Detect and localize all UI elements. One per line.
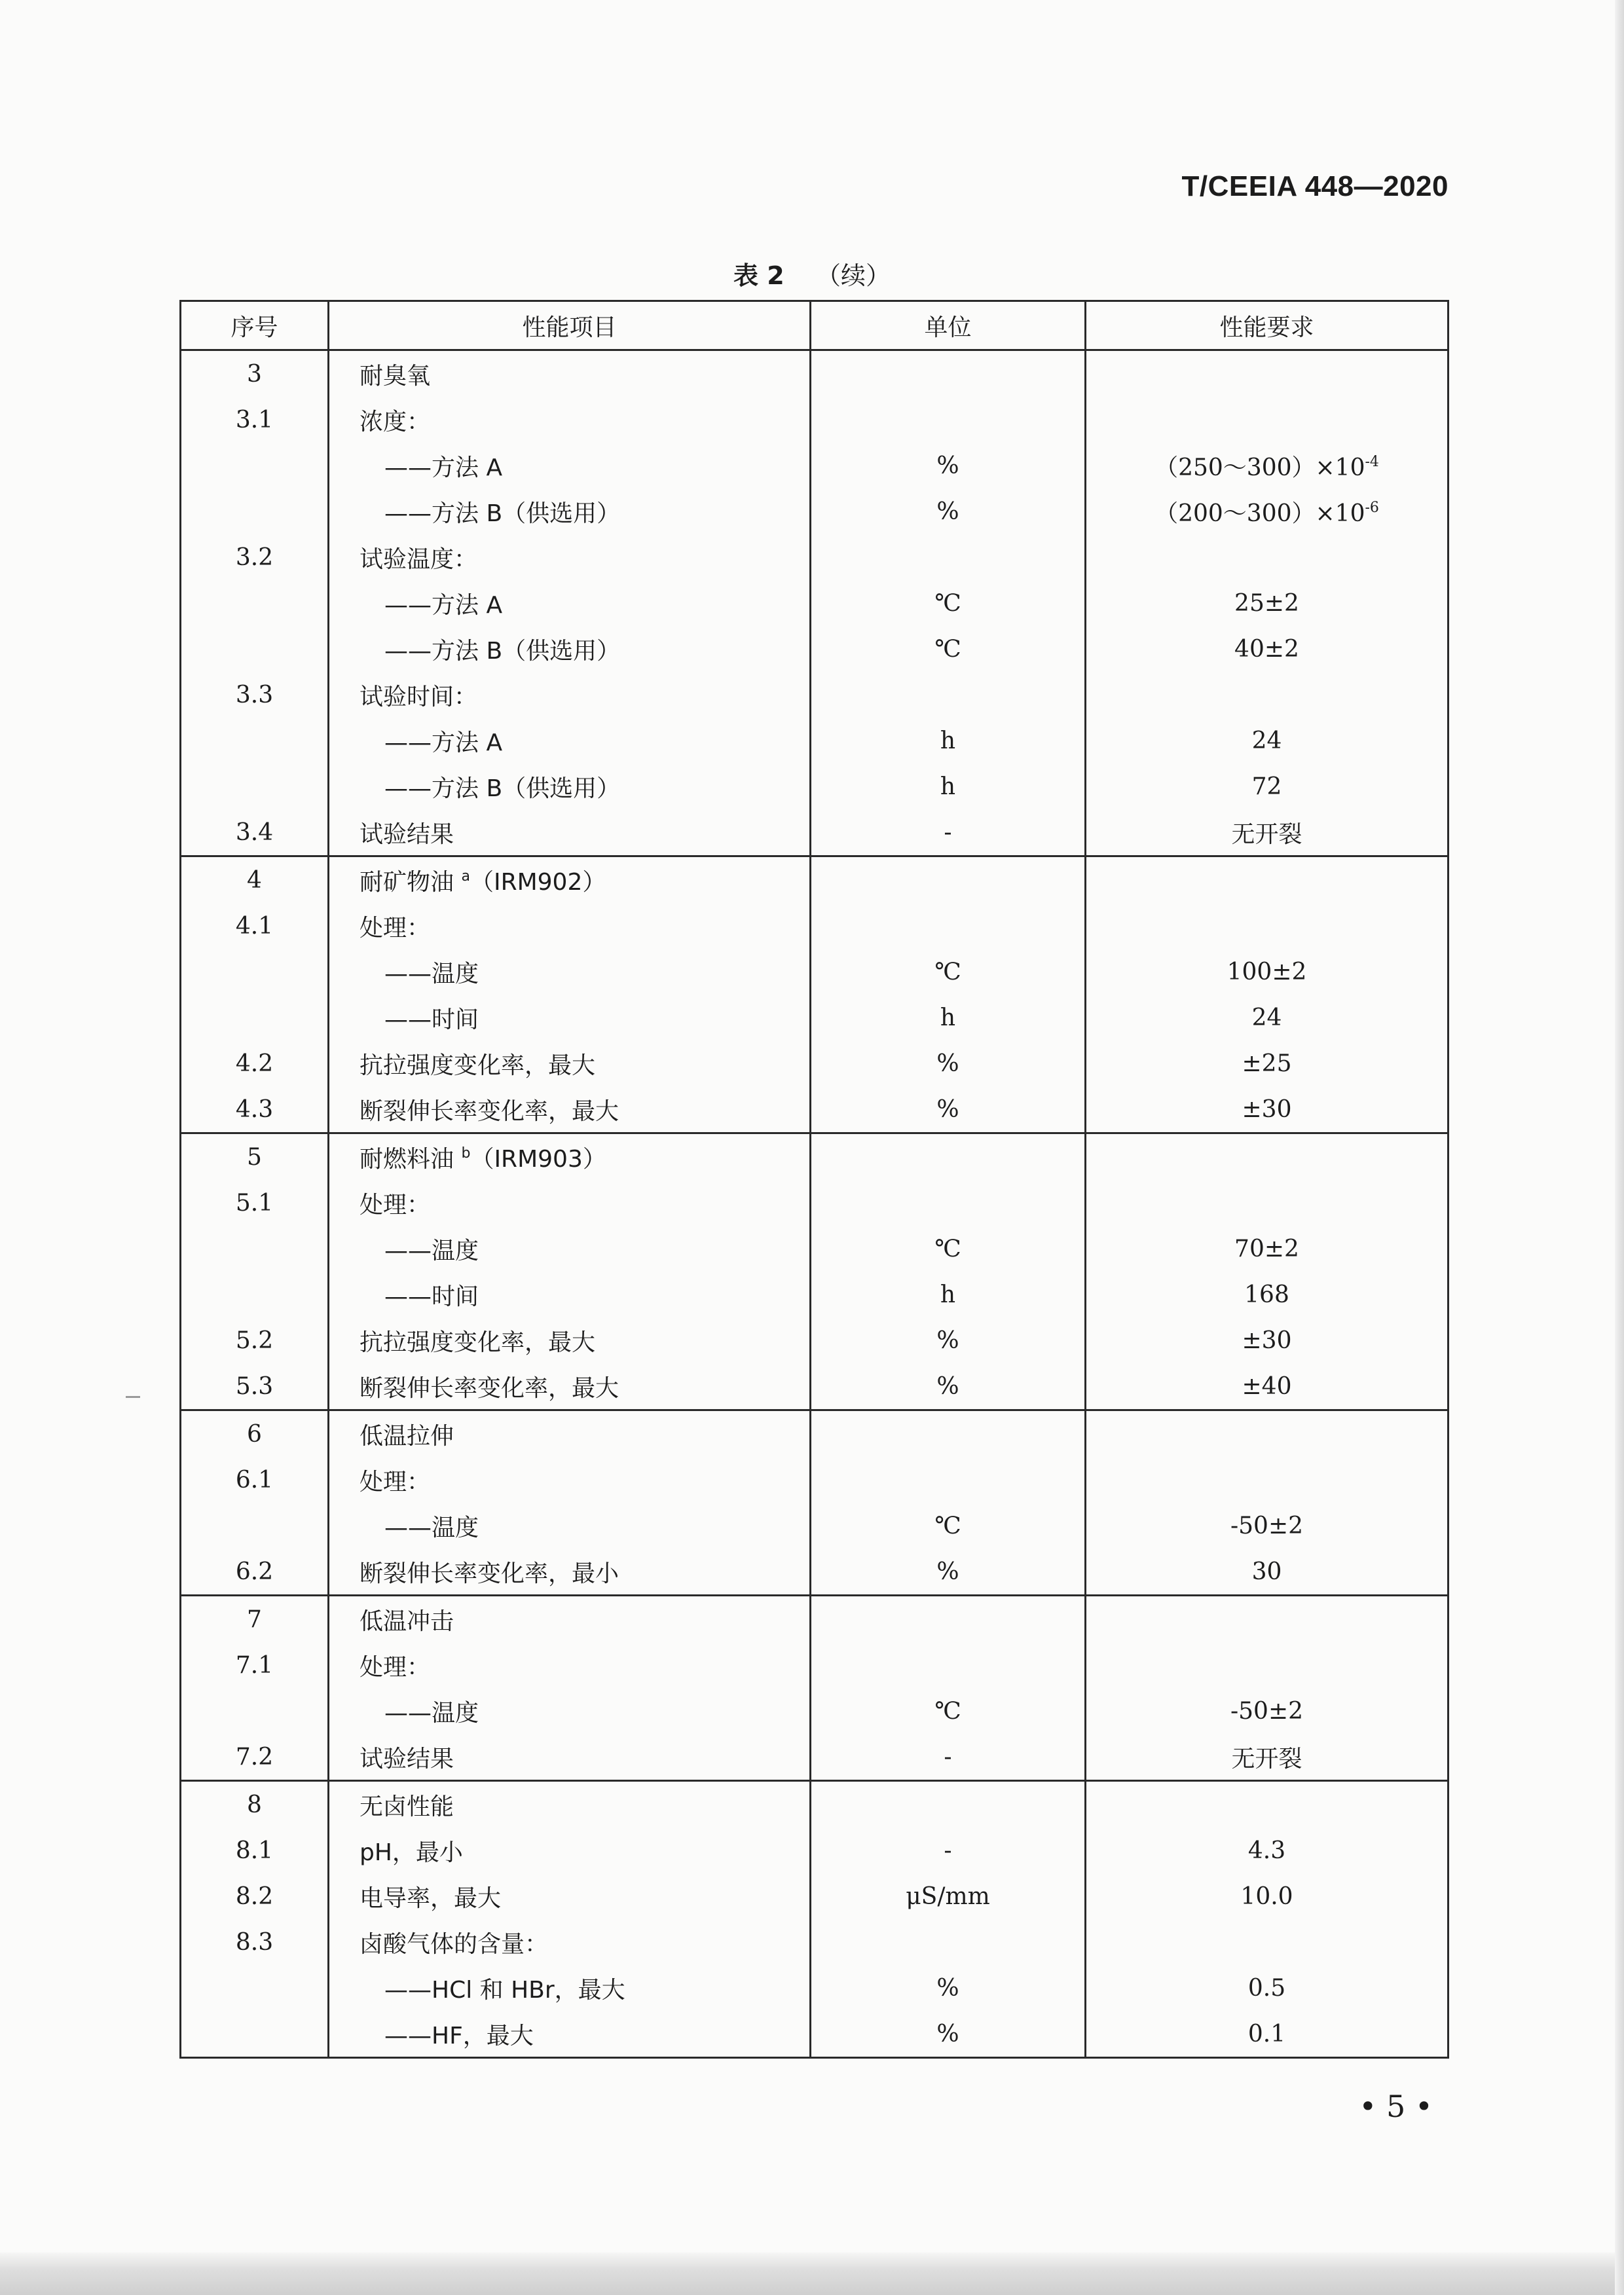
cell-item: ——HF，最大 — [329, 2011, 811, 2058]
cell-requirement: ±30 — [1086, 1086, 1449, 1133]
table-row — [181, 488, 1449, 534]
requirement-base: （200～300）×10 — [1154, 500, 1365, 527]
cell-requirement: 0.5 — [1086, 1965, 1449, 2011]
cell-item: 试验温度： — [329, 534, 811, 580]
table-row — [181, 995, 1449, 1040]
table-row — [181, 1549, 1449, 1596]
cell-no: 5.3 — [181, 1363, 329, 1410]
table-row — [181, 1133, 1449, 1181]
header-requirement: 性能要求 — [1086, 301, 1449, 350]
table-row — [181, 1040, 1449, 1086]
cell-no — [181, 626, 329, 672]
cell-no: 5 — [181, 1133, 329, 1181]
cell-no: 3.4 — [181, 809, 329, 856]
table-row — [181, 718, 1449, 763]
cell-requirement — [1086, 856, 1449, 904]
cell-requirement: ±40 — [1086, 1363, 1449, 1410]
table-row — [181, 397, 1449, 443]
cell-unit — [811, 1919, 1086, 1965]
cell-no: 3.2 — [181, 534, 329, 580]
cell-requirement: 100±2 — [1086, 949, 1449, 995]
table-row — [181, 1457, 1449, 1503]
cell-no: 4.2 — [181, 1040, 329, 1086]
cell-no — [181, 949, 329, 995]
cell-requirement — [1086, 397, 1449, 443]
cell-no — [181, 1965, 329, 2011]
cell-requirement — [1086, 1180, 1449, 1226]
cell-requirement — [1086, 672, 1449, 718]
cell-requirement — [1086, 1596, 1449, 1643]
table-row — [181, 1965, 1449, 2011]
cell-no — [181, 995, 329, 1040]
cell-item: ——温度 — [329, 949, 811, 995]
item-text: 耐矿物油 — [360, 868, 454, 896]
footnote-marker: b — [461, 1145, 471, 1162]
footnote-marker: a — [461, 868, 470, 885]
cell-requirement: 4.3 — [1086, 1827, 1449, 1873]
cell-item: ——方法 A — [329, 580, 811, 626]
cell-item: 抗拉强度变化率，最大 — [329, 1040, 811, 1086]
table-row — [181, 672, 1449, 718]
cell-requirement: 30 — [1086, 1549, 1449, 1596]
table-row — [181, 1363, 1449, 1410]
cell-requirement — [1086, 1919, 1449, 1965]
cell-no — [181, 763, 329, 809]
table-caption — [0, 255, 1624, 291]
cell-unit: % — [811, 1363, 1086, 1410]
cell-requirement: 0.1 — [1086, 2011, 1449, 2058]
cell-no: 7.2 — [181, 1734, 329, 1781]
cell-item: 低温冲击 — [329, 1596, 811, 1643]
header-no: 序号 — [181, 301, 329, 350]
table-row — [181, 1086, 1449, 1133]
table-row — [181, 856, 1449, 904]
cell-item: 处理： — [329, 1180, 811, 1226]
cell-unit — [811, 1457, 1086, 1503]
table-row — [181, 1919, 1449, 1965]
cell-requirement: -50±2 — [1086, 1688, 1449, 1734]
cell-no: 5.2 — [181, 1317, 329, 1363]
cell-item: 耐臭氧 — [329, 350, 811, 397]
cell-unit: h — [811, 763, 1086, 809]
cell-unit — [811, 1180, 1086, 1226]
scan-mark — [126, 1396, 140, 1398]
cell-item: 无卤性能 — [329, 1781, 811, 1828]
table-row — [181, 949, 1449, 995]
cell-no: 4.1 — [181, 903, 329, 949]
cell-unit: % — [811, 1086, 1086, 1133]
cell-item: ——温度 — [329, 1226, 811, 1272]
cell-unit: h — [811, 995, 1086, 1040]
cell-unit — [811, 1781, 1086, 1828]
cell-requirement — [1086, 488, 1449, 534]
cell-no — [181, 1688, 329, 1734]
performance-table — [179, 300, 1449, 2059]
cell-unit: ℃ — [811, 626, 1086, 672]
cell-unit: % — [811, 443, 1086, 488]
table-row — [181, 2011, 1449, 2058]
cell-no: 8.3 — [181, 1919, 329, 1965]
cell-unit — [811, 672, 1086, 718]
table-row — [181, 1226, 1449, 1272]
cell-item: 卤酸气体的含量： — [329, 1919, 811, 1965]
cell-requirement: 24 — [1086, 995, 1449, 1040]
cell-requirement: 40±2 — [1086, 626, 1449, 672]
cell-item: ——温度 — [329, 1503, 811, 1549]
cell-item: ——方法 A — [329, 718, 811, 763]
table-row — [181, 580, 1449, 626]
cell-item: ——时间 — [329, 995, 811, 1040]
cell-unit: ℃ — [811, 1688, 1086, 1734]
cell-no: 4.3 — [181, 1086, 329, 1133]
cell-unit: % — [811, 2011, 1086, 2058]
cell-unit: - — [811, 1827, 1086, 1873]
cell-no: 3.3 — [181, 672, 329, 718]
table-row — [181, 1827, 1449, 1873]
cell-item: ——方法 B（供选用） — [329, 763, 811, 809]
cell-unit — [811, 534, 1086, 580]
requirement-exponent: -4 — [1365, 453, 1379, 470]
cell-requirement — [1086, 1781, 1449, 1828]
table-row — [181, 1317, 1449, 1363]
cell-no — [181, 580, 329, 626]
cell-item: ——方法 B（供选用） — [329, 626, 811, 672]
cell-unit: μS/mm — [811, 1873, 1086, 1919]
cell-requirement — [1086, 1457, 1449, 1503]
cell-item: pH，最小 — [329, 1827, 811, 1873]
cell-unit — [811, 1596, 1086, 1643]
cell-requirement: ±25 — [1086, 1040, 1449, 1086]
requirement-exponent: -6 — [1365, 499, 1379, 516]
table-row — [181, 1596, 1449, 1643]
cell-no — [181, 2011, 329, 2058]
cell-requirement: 168 — [1086, 1272, 1449, 1317]
cell-item — [329, 856, 811, 904]
cell-requirement — [1086, 350, 1449, 397]
table-row — [181, 1180, 1449, 1226]
cell-item: 处理： — [329, 903, 811, 949]
item-tail: （IRM902） — [470, 868, 606, 896]
cell-requirement: 10.0 — [1086, 1873, 1449, 1919]
table-row — [181, 534, 1449, 580]
cell-item: 试验结果 — [329, 809, 811, 856]
cell-item: 电导率，最大 — [329, 1873, 811, 1919]
cell-no — [181, 718, 329, 763]
cell-item: 断裂伸长率变化率，最大 — [329, 1086, 811, 1133]
cell-item: 处理： — [329, 1457, 811, 1503]
cell-no: 7 — [181, 1596, 329, 1643]
cell-item: 试验结果 — [329, 1734, 811, 1781]
cell-unit — [811, 903, 1086, 949]
cell-item: ——方法 A — [329, 443, 811, 488]
table-row — [181, 1410, 1449, 1458]
cell-requirement — [1086, 534, 1449, 580]
item-tail: （IRM903） — [470, 1145, 606, 1173]
cell-item: 试验时间： — [329, 672, 811, 718]
cell-item: 低温拉伸 — [329, 1410, 811, 1458]
cell-requirement: 70±2 — [1086, 1226, 1449, 1272]
table-row — [181, 1503, 1449, 1549]
requirement-base: （250～300）×10 — [1154, 454, 1365, 481]
cell-unit — [811, 1410, 1086, 1458]
cell-unit — [811, 1642, 1086, 1688]
cell-unit — [811, 856, 1086, 904]
cell-requirement: 25±2 — [1086, 580, 1449, 626]
cell-no: 5.1 — [181, 1180, 329, 1226]
cell-item: ——方法 B（供选用） — [329, 488, 811, 534]
cell-unit: h — [811, 1272, 1086, 1317]
cell-unit: % — [811, 488, 1086, 534]
cell-unit — [811, 1133, 1086, 1181]
table-row — [181, 1688, 1449, 1734]
table-row — [181, 1642, 1449, 1688]
cell-no: 6 — [181, 1410, 329, 1458]
cell-requirement: -50±2 — [1086, 1503, 1449, 1549]
cell-requirement: 72 — [1086, 763, 1449, 809]
page-edge-shadow-right — [1615, 0, 1624, 2295]
cell-requirement — [1086, 903, 1449, 949]
header-item: 性能项目 — [329, 301, 811, 350]
cell-item: 断裂伸长率变化率，最小 — [329, 1549, 811, 1596]
table-row — [181, 903, 1449, 949]
cell-no: 3.1 — [181, 397, 329, 443]
table-row — [181, 1272, 1449, 1317]
page-edge-shadow — [0, 2252, 1624, 2295]
cell-item: ——HCl 和 HBr，最大 — [329, 1965, 811, 2011]
cell-item: 断裂伸长率变化率，最大 — [329, 1363, 811, 1410]
cell-requirement: 无开裂 — [1086, 809, 1449, 856]
cell-requirement: 24 — [1086, 718, 1449, 763]
cell-unit: ℃ — [811, 1226, 1086, 1272]
table-row — [181, 763, 1449, 809]
cell-requirement: ±30 — [1086, 1317, 1449, 1363]
table-row — [181, 443, 1449, 488]
table-row — [181, 350, 1449, 397]
cell-unit: - — [811, 809, 1086, 856]
cell-unit: ℃ — [811, 1503, 1086, 1549]
cell-unit: % — [811, 1965, 1086, 2011]
cell-no — [181, 488, 329, 534]
cell-no — [181, 1503, 329, 1549]
cell-item: 处理： — [329, 1642, 811, 1688]
table-row — [181, 1873, 1449, 1919]
cell-unit: % — [811, 1317, 1086, 1363]
cell-no: 6.1 — [181, 1457, 329, 1503]
cell-item: 浓度： — [329, 397, 811, 443]
cell-no: 4 — [181, 856, 329, 904]
item-text: 耐燃料油 — [360, 1145, 454, 1173]
cell-unit — [811, 350, 1086, 397]
cell-no — [181, 1272, 329, 1317]
cell-unit: - — [811, 1734, 1086, 1781]
cell-unit: ℃ — [811, 580, 1086, 626]
cell-no — [181, 1226, 329, 1272]
table-body — [181, 350, 1449, 2058]
cell-item: 抗拉强度变化率，最大 — [329, 1317, 811, 1363]
cell-unit: % — [811, 1549, 1086, 1596]
page-number: • 5 • — [1359, 2089, 1433, 2124]
table-row — [181, 1734, 1449, 1781]
table-row — [181, 1781, 1449, 1828]
cell-no: 6.2 — [181, 1549, 329, 1596]
cell-unit: h — [811, 718, 1086, 763]
cell-item: ——时间 — [329, 1272, 811, 1317]
cell-item — [329, 1133, 811, 1181]
cell-requirement: 无开裂 — [1086, 1734, 1449, 1781]
cell-unit — [811, 397, 1086, 443]
cell-unit: % — [811, 1040, 1086, 1086]
table-row — [181, 809, 1449, 856]
cell-requirement — [1086, 1410, 1449, 1458]
table-row — [181, 626, 1449, 672]
cell-item: ——温度 — [329, 1688, 811, 1734]
cell-unit: ℃ — [811, 949, 1086, 995]
cell-no: 8 — [181, 1781, 329, 1828]
cell-requirement — [1086, 443, 1449, 488]
table-header-row — [181, 301, 1449, 350]
standard-code: T/CEEIA 448—2020 — [1181, 170, 1449, 202]
cell-no: 3 — [181, 350, 329, 397]
cell-no: 7.1 — [181, 1642, 329, 1688]
cell-no: 8.1 — [181, 1827, 329, 1873]
cell-requirement — [1086, 1642, 1449, 1688]
cell-requirement — [1086, 1133, 1449, 1181]
table-label: 表 2 — [733, 261, 784, 290]
header-unit: 单位 — [811, 301, 1086, 350]
cell-no: 8.2 — [181, 1873, 329, 1919]
table-continued: （续） — [815, 261, 891, 290]
cell-no — [181, 443, 329, 488]
